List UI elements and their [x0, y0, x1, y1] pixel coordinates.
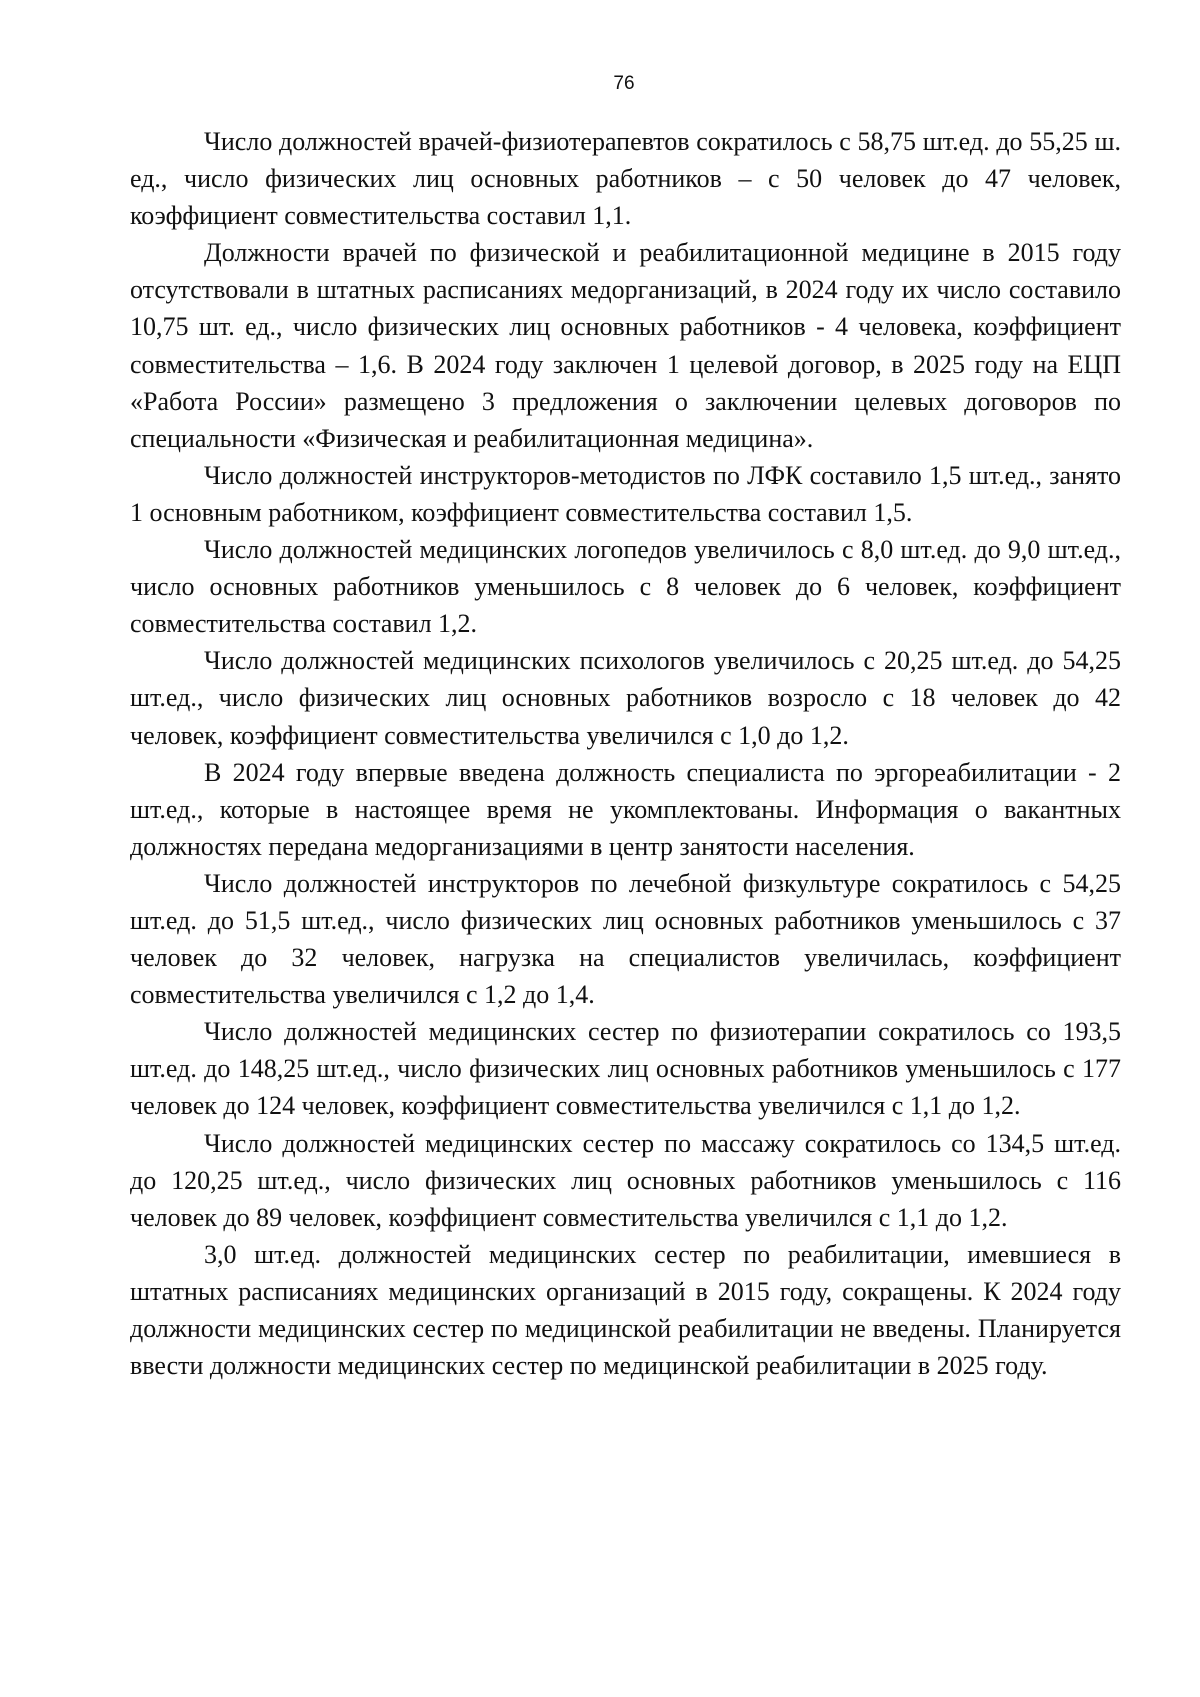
paragraph-ergo-rehabilitation: В 2024 году впервые введена должность специалиста по эргореабилитации - 2 шт.ед., которые в настоящее время не укомплектованы. Информация о вакантных должностях передана медорганизациями в центр занятости населения. — [130, 757, 1121, 861]
paragraph-physiotherapy-nurses: Число должностей медицинских сестер по физиотерапии сократилось со 193,5 шт.ед. до 148,25 шт.ед., число физических лиц основных работников уменьшилось с 177 человек до 124 человек, коэффициент совместительства увеличился с 1,1 до 1,2. — [130, 1017, 1121, 1121]
paragraph-massage-nurses: Число должностей медицинских сестер по массажу сократилось со 134,5 шт.ед. до 120,25 шт.ед., число физических лиц основных работников уменьшилось с 116 человек до 89 человек, коэффициент совместительства увеличился с 1,1 до 1,2. — [130, 1128, 1121, 1232]
paragraph-exercise-instructors: Число должностей инструкторов по лечебной физкультуре сократилось с 54,25 шт.ед. до 51,5 шт.ед., число физических лиц основных работников уменьшилось с 37 человек до 32 человек, нагрузка на специалистов увеличилась, коэффициент совместительства увеличился с 1,2 до 1,4. — [130, 868, 1121, 1010]
paragraph-speech-therapists: Число должностей медицинских логопедов увеличилось с 8,0 шт.ед. до 9,0 шт.ед., число основных работников уменьшилось с 8 человек до 6 человек, коэффициент совместительства составил 1,2. — [130, 535, 1121, 639]
paragraph-rehabilitation-physicians: Должности врачей по физической и реабилитационной медицине в 2015 году отсутствовали в штатных расписаниях медорганизаций, в 2024 году их число составило 10,75 шт. ед., число физических лиц основных работников - 4 человека, коэффициент совместительства – 1,6. В 2024 году заключен 1 целевой договор, в 2025 году на ЕЦП «Работа России» размещено 3 предложения о заключении целевых договоров по специальности «Физическая и реабилитационная медицина». — [130, 238, 1121, 453]
paragraph-physiotherapists: Число должностей врачей-физиотерапевтов сократилось с 58,75 шт.ед. до 55,25 ш. ед., число физических лиц основных работников – с 50 человек до 47 человек, коэффициент совместительства составил 1,1. — [130, 127, 1121, 231]
page-number: 76 — [613, 73, 635, 94]
paragraph-rehabilitation-nurses: 3,0 шт.ед. должностей медицинских сестер по реабилитации, имевшиеся в штатных расписаниях медицинских организаций в 2015 году, сокращены. К 2024 году должности медицинских сестер по медицинской реабилитации не введены. Планируется ввести должности медицинских сестер по медицинской реабилитации в 2025 году. — [130, 1239, 1121, 1381]
paragraph-psychologists: Число должностей медицинских психологов увеличилось с 20,25 шт.ед. до 54,25 шт.ед., число физических лиц основных работников возросло с 18 человек до 42 человек, коэффициент совместительства увеличился с 1,0 до 1,2. — [130, 646, 1121, 750]
paragraph-lfk-methodologists: Число должностей инструкторов-методистов по ЛФК составило 1,5 шт.ед., занято 1 основным работником, коэффициент совместительства составил 1,5. — [130, 460, 1121, 527]
body-text — [130, 123, 1121, 1384]
